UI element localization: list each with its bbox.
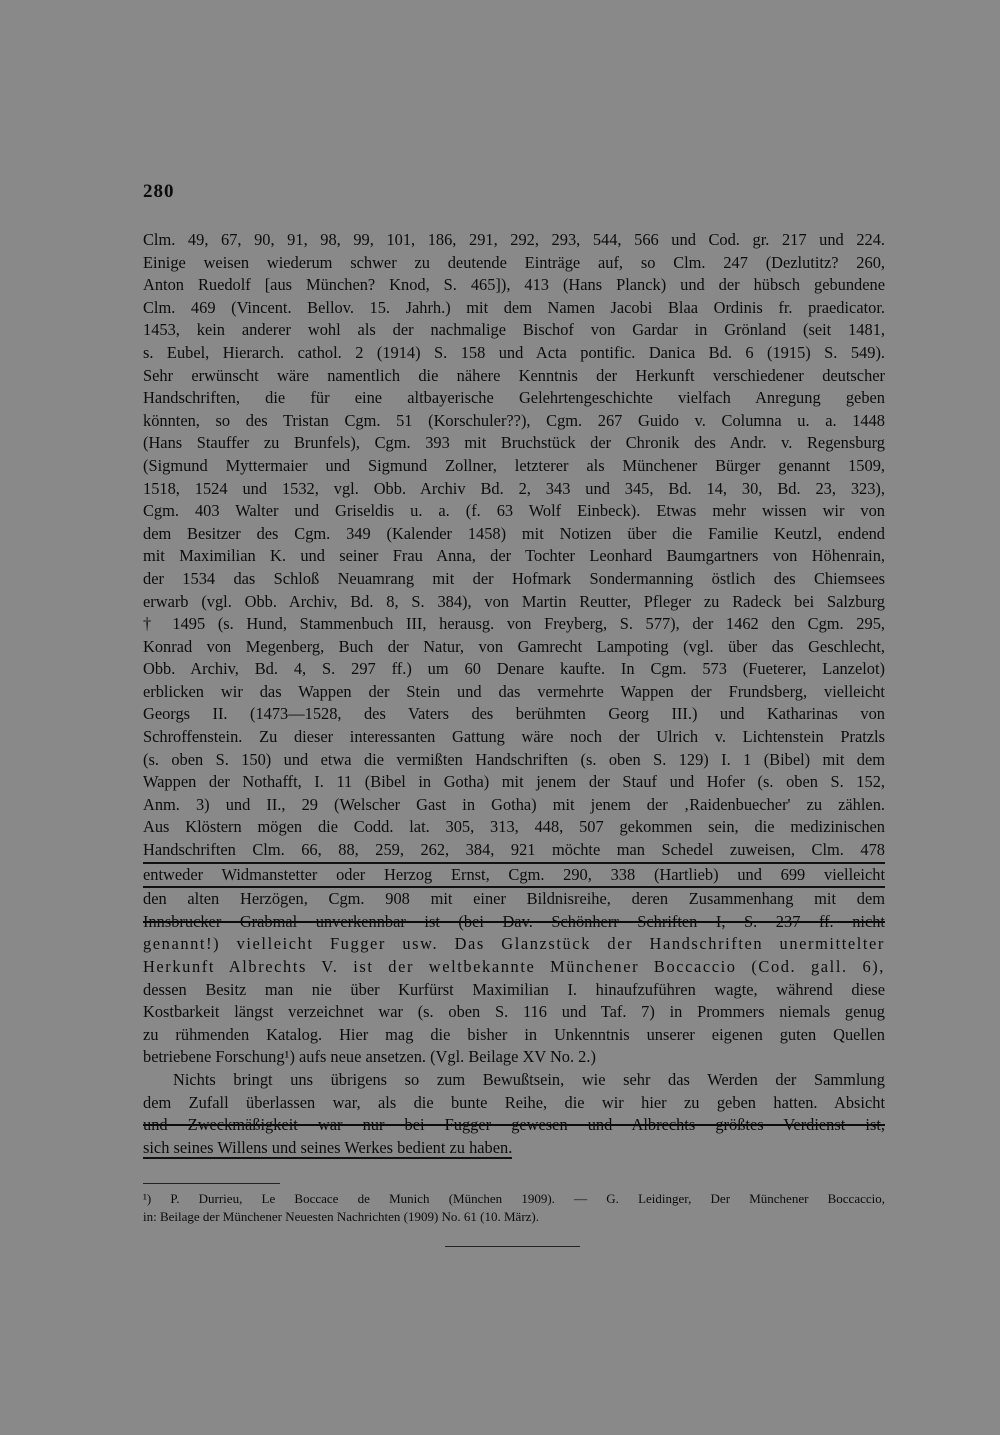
text-line: könnten, so des Tristan Cgm. 51 (Korschuler??), Cgm. 267 Guido v. Columna u. a. 1448 [143,410,885,430]
body-text [143,229,885,1159]
text-line: Herkunft Albrechts V. ist der weltbekannte Münchener Boccaccio (Cod. gall. 6), [143,957,885,976]
footnote-line: ¹) P. Durrieu, Le Boccace de Munich (München 1909). — G. Leidinger, Der Münchener Boccaccio, [143,1191,885,1206]
text-line: Konrad von Megenberg, Buch der Natur, von Gamrecht Lampoting (vgl. über das Geschlecht, [143,636,885,656]
text-line: erblicken wir das Wappen der Stein und das vermehrte Wappen der Frundsberg, vielleicht [143,681,885,701]
text-line: dem Besitzer des Cgm. 349 (Kalender 1458) mit Notizen über die Familie Keutzl, endend [143,523,885,543]
text-line: der 1534 das Schloß Neuamrang mit der Hofmark Sondermanning östlich des Chiemsees [143,568,885,588]
text-line: dem Zufall überlassen war, als die bunte Reihe, die wir hier zu geben hatten. Absicht [143,1092,885,1112]
text-line: Kostbarkeit längst verzeichnet war (s. oben S. 116 und Taf. 7) in Prommers niemals genug [143,1002,885,1022]
paragraph-start-line: Nichts bringt uns übrigens so zum Bewußtsein, wie sehr das Werden der Sammlung [173,1069,885,1089]
end-rule [445,1246,580,1247]
footnote-divider [143,1183,280,1184]
text-line: † 1495 (s. Hund, Stammenbuch III, herausg. von Freyberg, S. 577), der 1462 den Cgm. 295, [143,614,885,634]
text-line: Wappen der Nothafft, I. 11 (Bibel in Gotha) mit jenem der Stauf und Hofer (s. oben S. 152, [143,772,885,792]
text-line: (s. oben S. 150) und etwa die vermißten Handschriften (s. oben S. 129) I. 1 (Bibel) mit dem [143,749,885,769]
underlined-sentence: sich seines Willens und seines Werkes bedient zu haben. [143,1137,513,1157]
text-line: (Hans Stauffer zu Brunfels), Cgm. 393 mit Bruchstück der Chronik des Andr. v. Regensburg [143,433,885,453]
text-line: genannt!) vielleicht Fugger usw. Das Glanzstück der Handschriften unermittelter [143,934,885,954]
text-line: (Sigmund Myttermaier und Sigmund Zollner, letzterer als Münchener Bürger genannt 1509, [143,455,885,475]
text-line: Clm. 49, 67, 90, 91, 98, 99, 101, 186, 291, 292, 293, 544, 566 und Cod. gr. 217 und 224. [143,230,885,249]
text-line: Schroffenstein. Zu dieser interessanten Gattung wäre noch der Ulrich v. Lichtenstein Pratzls [143,727,885,747]
text-line: erwarb (vgl. Obb. Archiv, Bd. 8, S. 384), von Martin Reutter, Pfleger zu Radeck bei Salzburg [143,591,885,611]
text-line: Clm. 469 (Vincent. Bellov. 15. Jahrh.) mit dem Namen Jacobi Blaa Ordinis fr. praedicator. [143,297,885,317]
text-line: dessen Besitz man nie über Kurfürst Maximilian I. hinaufzuführen wagte, während diese [143,979,885,999]
text-line: Anm. 3) und II., 29 (Welscher Gast in Gotha) mit jenem der ‚Raidenbuecher' zu zählen. [143,794,885,814]
text-line: zu rühmenden Katalog. Hier mag die bisher in Unkenntnis unserer eigenen guten Quellen [143,1024,885,1044]
underlined-line: Handschriften Clm. 66, 88, 259, 262, 384, 921 möchte man Schedel zuweisen, Clm. 478 [143,839,885,864]
text-line: Georgs II. (1473—1528, des Vaters des berühmten Georg III.) und Katharinas von [143,704,885,724]
text-line: Anton Ruedolf [aus München? Knod, S. 465]), 413 (Hans Planck) und der hübsch gebundene [143,275,885,295]
text-line: Handschriften, die für eine altbayerische Gelehrtengeschichte vielfach Anregung geben [143,388,885,408]
text-line: Obb. Archiv, Bd. 4, S. 297 ff.) um 60 Denare kaufte. In Cgm. 573 (Fueterer, Lanzelot) [143,659,885,679]
page-number: 280 [143,181,175,202]
struck-line: Innsbrucker Grabmal unverkennbar ist (bei Dav. Schönherr Schriften I, S. 237 ff. nicht [143,911,885,931]
text-line: Sehr erwünscht wäre namentlich die nähere Kenntnis der Herkunft verschiedener deutscher [143,365,885,385]
struck-line: und Zweckmäßigkeit war nur bei Fugger gewesen und Albrechts größtes Verdienst ist, [143,1115,885,1135]
text-line: betriebene Forschung¹) aufs neue ansetzen. (Vgl. Beilage XV No. 2.) [143,1047,596,1067]
text-line: den alten Herzögen, Cgm. 908 mit einer Bildnisreihe, deren Zusammenhang mit dem [143,889,885,909]
text-line: Aus Klöstern mögen die Codd. lat. 305, 313, 448, 507 gekommen sein, die medizinischen [143,817,885,837]
footnote-line: in: Beilage der Münchener Neuesten Nachrichten (1909) No. 61 (10. März). [143,1209,539,1224]
text-line: s. Eubel, Hierarch. cathol. 2 (1914) S. 158 und Acta pontific. Danica Bd. 6 (1915) S. 549). [143,342,885,362]
text-line: mit Maximilian K. und seiner Frau Anna, der Tochter Leonhard Baumgartners von Höhenrain, [143,546,885,566]
underlined-line: entweder Widmanstetter oder Herzog Ernst, Cgm. 290, 338 (Hartlieb) und 699 vielleicht [143,864,885,889]
text-line: 1518, 1524 und 1532, vgl. Obb. Archiv Bd. 2, 343 und 345, Bd. 14, 30, Bd. 23, 323), [143,478,885,498]
underlined-line [143,1137,885,1160]
text-line: 1453, kein anderer wohl als der nachmalige Bischof von Gardar in Grönland (seit 1481, [143,320,885,340]
footnotes [143,1190,885,1226]
text-line: Cgm. 403 Walter und Griseldis u. a. (f. 63 Wolf Einbeck). Etwas mehr wissen wir von [143,501,885,521]
text-line: Einige weisen wiederum schwer zu deutende Einträge auf, so Clm. 247 (Dezlutitz? 260, [143,252,885,272]
